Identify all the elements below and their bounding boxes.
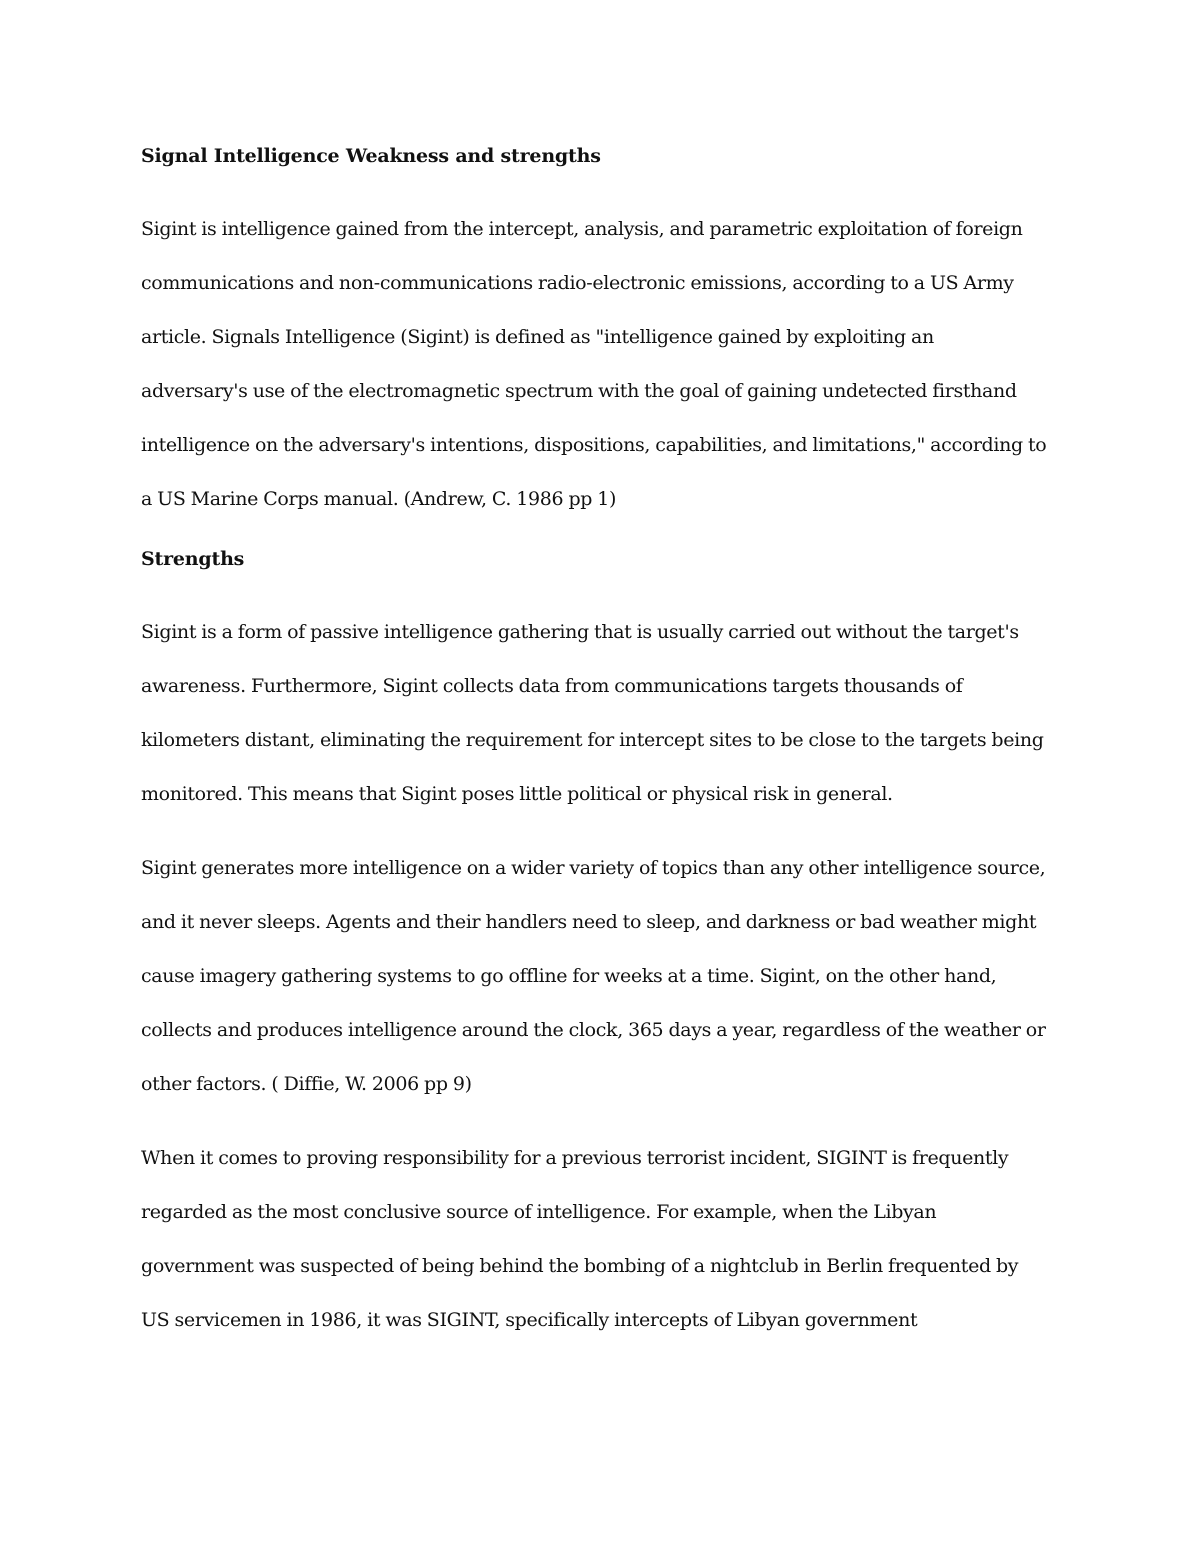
paragraph-line: government was suspected of being behind the bombing of a nightclub in Berlin frequented by — [141, 1255, 1019, 1277]
paragraph-line: intelligence on the adversary's intentions, dispositions, capabilities, and limitations," according to — [141, 434, 1047, 456]
paragraph-line: article. Signals Intelligence (Sigint) is defined as "intelligence gained by exploiting an — [141, 326, 934, 348]
paragraph-line: communications and non-communications radio-electronic emissions, according to a US Army — [141, 272, 1014, 294]
paragraph-line: Sigint is intelligence gained from the intercept, analysis, and parametric exploitation of foreign — [141, 218, 1023, 240]
paragraph-line: awareness. Furthermore, Sigint collects data from communications targets thousands of — [141, 675, 963, 697]
strengths-heading: Strengths — [141, 548, 245, 570]
paragraph-line: adversary's use of the electromagnetic spectrum with the goal of gaining undetected firsthand — [141, 380, 1017, 402]
paragraph-line: cause imagery gathering systems to go offline for weeks at a time. Sigint, on the other hand, — [141, 965, 997, 987]
strengths-paragraph-1 — [141, 605, 1065, 821]
paragraph-line: Sigint is a form of passive intelligence gathering that is usually carried out without the target's — [141, 621, 1019, 643]
paragraph-line: kilometers distant, eliminating the requirement for intercept sites to be close to the targets being — [141, 729, 1044, 751]
intro-paragraph — [141, 202, 1065, 526]
paragraph-line: a US Marine Corps manual. (Andrew, C. 1986 pp 1) — [141, 488, 617, 510]
paragraph-line: other factors. ( Diffie, W. 2006 pp 9) — [141, 1073, 472, 1095]
paragraph-line: and it never sleeps. Agents and their handlers need to sleep, and darkness or bad weather might — [141, 911, 1037, 933]
strengths-paragraph-2 — [141, 841, 1065, 1111]
paragraph-line: When it comes to proving responsibility for a previous terrorist incident, SIGINT is frequently — [141, 1147, 1009, 1169]
paragraph-line: Sigint generates more intelligence on a wider variety of topics than any other intelligence source, — [141, 857, 1046, 879]
paragraph-line: US servicemen in 1986, it was SIGINT, specifically intercepts of Libyan government — [141, 1309, 918, 1331]
paragraph-line: collects and produces intelligence around the clock, 365 days a year, regardless of the weather or — [141, 1019, 1046, 1041]
paragraph-line: regarded as the most conclusive source of intelligence. For example, when the Libyan — [141, 1201, 937, 1223]
document-title: Signal Intelligence Weakness and strengths — [141, 145, 601, 167]
paragraph-line: monitored. This means that Sigint poses little political or physical risk in general. — [141, 783, 893, 805]
strengths-paragraph-3 — [141, 1131, 1065, 1347]
